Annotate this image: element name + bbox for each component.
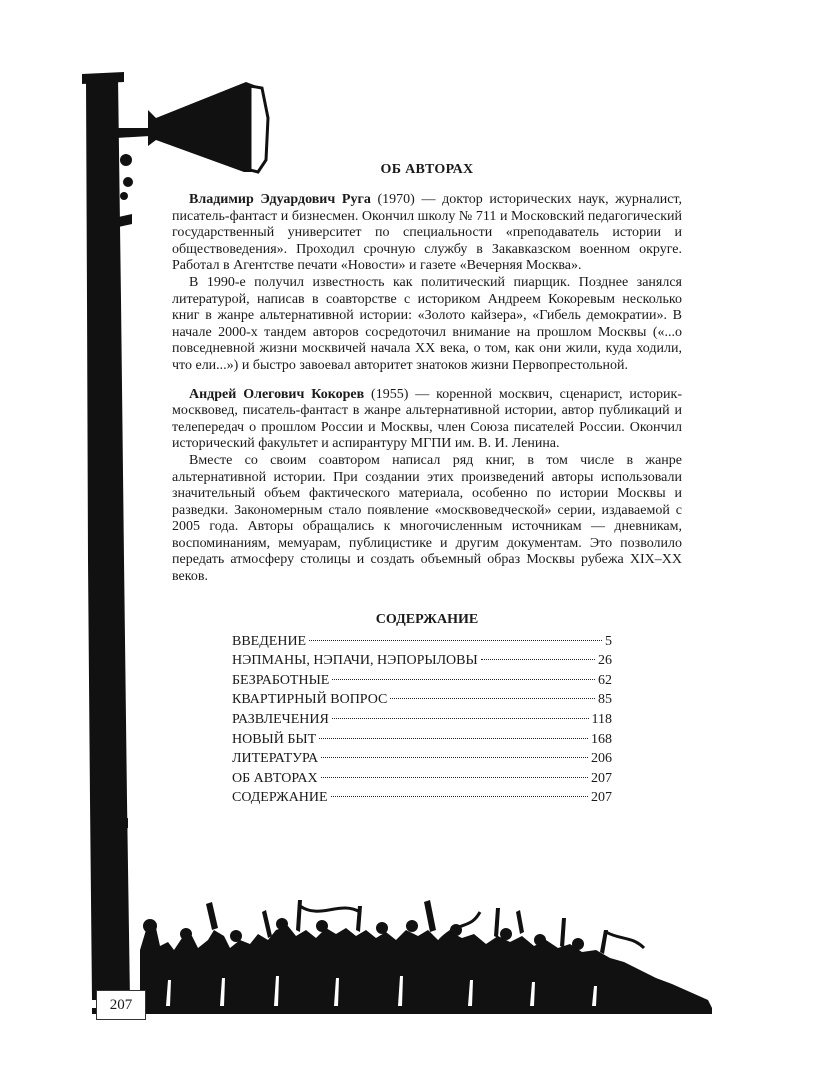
toc-entry-page: 206 bbox=[591, 751, 612, 767]
toc-entry-title: БЕЗРАБОТНЫЕ bbox=[232, 672, 330, 688]
about-authors-heading: ОБ АВТОРАХ bbox=[380, 162, 474, 177]
page-number: 207 bbox=[96, 990, 146, 1020]
author-name: Владимир Эдуардович Руга bbox=[189, 192, 371, 207]
toc-leader-dots bbox=[319, 738, 588, 739]
toc-entry-page: 207 bbox=[591, 790, 612, 806]
author-bio-text: (1955) — коренной москвич, сценарист, историк-москвовед, писатель-фантаст в жанре альтернативной истории, автор публикаций и телепередач о прошлом России и Москвы, член Союза писателей России. Окончил исторический факультет и аспирантуру МГПИ им. В. И. Ленина. bbox=[172, 386, 682, 452]
toc-leader-dots bbox=[390, 698, 595, 699]
toc-leader-dots bbox=[321, 757, 588, 758]
toc-entry-title: РАЗВЛЕЧЕНИЯ bbox=[232, 712, 329, 728]
toc-entry[interactable] bbox=[232, 671, 612, 691]
toc-entry-title: НОВЫЙ БЫТ bbox=[232, 731, 317, 747]
toc-leader-dots bbox=[321, 777, 588, 778]
author-bio-ruga bbox=[172, 192, 682, 375]
toc-entry-title: ВВЕДЕНИЕ bbox=[232, 633, 307, 649]
toc-leader-dots bbox=[332, 718, 589, 719]
toc-entry-page: 168 bbox=[591, 731, 612, 747]
toc-entry[interactable] bbox=[232, 710, 612, 730]
toc-entry-page: 85 bbox=[598, 692, 612, 708]
toc-entry-page: 118 bbox=[591, 712, 612, 728]
author-bio-text: (1970) — доктор исторических наук, журналист, писатель-фантаст и бизнесмен. Окончил школу № 711 и Московский педагогический государственный университет по специальности «преподаватель истории и обществоведения». Проходил срочную службу в Закавказском военном округе. Работал в Агентстве печати «Новости» и газете «Вечерняя Москва». bbox=[172, 192, 682, 274]
toc-entry-page: 62 bbox=[598, 672, 612, 688]
table-of-contents bbox=[232, 632, 612, 808]
main-text-block bbox=[172, 162, 682, 808]
toc-entry[interactable] bbox=[232, 651, 612, 671]
toc-entry-page: 5 bbox=[605, 633, 612, 649]
author-bio-paragraph: Вместе со своим соавтором написал ряд книг, в том числе в жанре альтернативной истории. При создании этих произведений авторы использовали значительный объем фактического материала, особенно по истории Москвы и разведки. Закономерным стало появление «москвоведческой» серии, издаваемой с 2005 года. Авторы обращались к многочисленным источникам — дневникам, воспоминаниям, мемуарам, публицистике и другим документам. Это позволило передать атмосферу столицы и создать объемный образ Москвы рубежа XIX–XX веков. bbox=[172, 452, 682, 585]
author-name: Андрей Олегович Кокорев bbox=[189, 386, 365, 402]
toc-entry-title: СОДЕРЖАНИЕ bbox=[232, 790, 328, 806]
toc-leader-dots bbox=[309, 640, 602, 641]
toc-entry-title: ЛИТЕРАТУРА bbox=[232, 751, 319, 767]
toc-entry-title: КВАРТИРНЫЙ ВОПРОС bbox=[232, 692, 388, 708]
toc-entry[interactable] bbox=[232, 632, 612, 652]
toc-entry[interactable] bbox=[232, 730, 612, 750]
author-bio-paragraph bbox=[172, 192, 682, 275]
toc-entry-title: ОБ АВТОРАХ bbox=[232, 770, 318, 786]
author-bio-kokorev bbox=[172, 387, 682, 586]
toc-leader-dots bbox=[332, 679, 595, 680]
author-bio-paragraph bbox=[172, 387, 682, 453]
contents-heading: СОДЕРЖАНИЕ bbox=[375, 611, 479, 627]
toc-leader-dots bbox=[331, 796, 588, 797]
toc-entry-title: НЭПМАНЫ, НЭПАЧИ, НЭПОРЫЛОВЫ bbox=[232, 653, 478, 669]
toc-entry[interactable] bbox=[232, 769, 612, 789]
toc-entry-page: 26 bbox=[598, 653, 612, 669]
toc-entry[interactable] bbox=[232, 690, 612, 710]
toc-entry[interactable] bbox=[232, 788, 612, 808]
toc-leader-dots bbox=[481, 659, 595, 660]
toc-entry[interactable] bbox=[232, 749, 612, 769]
toc-entry-page: 207 bbox=[591, 770, 612, 786]
author-bio-paragraph: В 1990-е получил известность как политический пиарщик. Позднее занялся литературой, написав в соавторстве с историком Андреем Кокоревым несколько книг в жанре альтернативной истории: «Золото кайзера», «Гибель демократии». В начале 2000-х тандем авторов сосредоточил внимание на прошлом Москвы («...о повседневной жизни москвичей начала XX века, о том, как они жили, куда ходили, что ели...») и быстро завоевал авторитет знатоков жизни Первопрестольной. bbox=[172, 274, 682, 373]
